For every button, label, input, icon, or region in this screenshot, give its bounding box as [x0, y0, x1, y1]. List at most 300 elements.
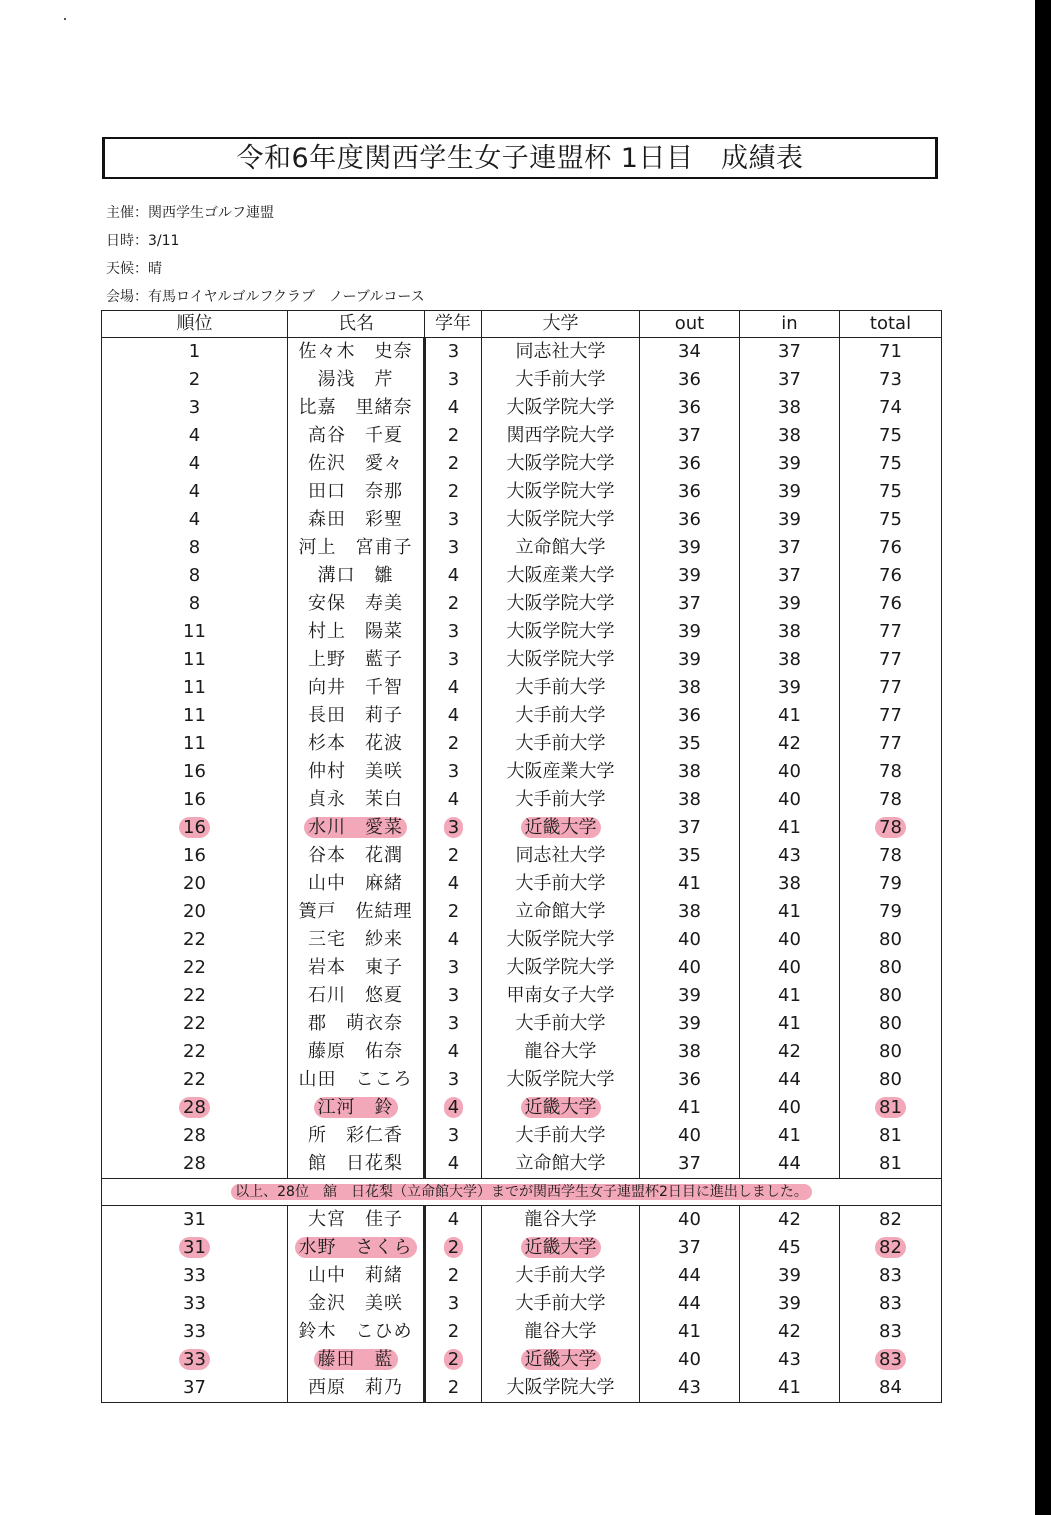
rank-cell	[102, 562, 288, 590]
header-out: out	[640, 311, 740, 338]
total-score-cell	[840, 534, 942, 562]
player-name-cell	[288, 758, 425, 786]
total-score-cell-text: 82	[879, 1209, 902, 1230]
grade-cell	[425, 1234, 482, 1262]
player-name-cell-text: 三宅 紗来	[308, 929, 403, 950]
total-score-cell-text: 80	[879, 957, 902, 978]
table-row	[102, 1290, 942, 1318]
header-university: 大学	[482, 311, 640, 338]
grade-cell-text: 3	[447, 621, 460, 642]
rank-cell-text: 8	[188, 537, 201, 558]
total-score-cell-text: 73	[879, 369, 902, 390]
player-name-cell	[288, 786, 425, 814]
in-score-cell	[740, 450, 840, 478]
table-row	[102, 1234, 942, 1262]
out-score-cell-text: 35	[678, 733, 701, 754]
rank-cell-text: 4	[188, 481, 201, 502]
grade-cell-text: 3	[447, 537, 460, 558]
in-score-cell	[740, 758, 840, 786]
total-score-cell-text: 80	[879, 929, 902, 950]
total-score-cell-text: 79	[879, 873, 902, 894]
table-row	[102, 478, 942, 506]
in-score-cell-text: 41	[778, 901, 801, 922]
rank-cell	[102, 506, 288, 534]
total-score-cell-text: 80	[879, 985, 902, 1006]
table-row	[102, 1066, 942, 1094]
rank-cell	[102, 618, 288, 646]
university-cell	[482, 534, 640, 562]
table-row	[102, 1094, 942, 1122]
rank-cell	[102, 1346, 288, 1374]
total-score-cell-text: 82	[875, 1237, 906, 1258]
university-cell-text: 大阪産業大学	[506, 761, 615, 782]
total-score-cell-text: 77	[879, 733, 902, 754]
table-row	[102, 702, 942, 730]
out-score-cell-text: 37	[678, 1237, 701, 1258]
rank-cell-text: 8	[188, 565, 201, 586]
university-cell	[482, 814, 640, 842]
grade-cell-text: 4	[447, 873, 460, 894]
table-row	[102, 646, 942, 674]
total-score-cell-text: 77	[879, 677, 902, 698]
university-cell	[482, 926, 640, 954]
total-score-cell	[840, 1066, 942, 1094]
university-cell	[482, 1066, 640, 1094]
in-score-cell-text: 41	[778, 1125, 801, 1146]
in-score-cell-text: 41	[778, 817, 801, 838]
grade-cell-text: 4	[444, 1097, 463, 1118]
in-score-cell	[740, 870, 840, 898]
qualification-note-row	[102, 1179, 942, 1206]
out-score-cell-text: 39	[678, 621, 701, 642]
rank-cell-text: 16	[183, 845, 206, 866]
player-name-cell	[288, 1122, 425, 1150]
in-score-cell-text: 43	[778, 845, 801, 866]
rank-cell-text: 22	[183, 985, 206, 1006]
university-cell	[482, 394, 640, 422]
grade-cell-text: 3	[447, 985, 460, 1006]
grade-cell-text: 4	[447, 1153, 460, 1174]
total-score-cell	[840, 1122, 942, 1150]
in-score-cell-text: 43	[778, 1349, 801, 1370]
in-score-cell	[740, 982, 840, 1010]
table-row	[102, 366, 942, 394]
rank-cell-text: 1	[188, 341, 201, 362]
qualification-note: 以上、28位 舘 日花梨（立命館大学）までが関西学生女子連盟杯2日目に進出しました。	[231, 1184, 812, 1200]
table-row	[102, 926, 942, 954]
grade-cell-text: 3	[447, 1013, 460, 1034]
in-score-cell	[740, 422, 840, 450]
player-name-cell-text: 簀戸 佐結理	[298, 901, 413, 922]
university-cell-text: 大手前大学	[515, 369, 606, 390]
table-row	[102, 1206, 942, 1235]
player-name-cell	[288, 1150, 425, 1179]
header-in: in	[740, 311, 840, 338]
table-row	[102, 870, 942, 898]
out-score-cell-text: 38	[678, 1041, 701, 1062]
out-score-cell-text: 41	[678, 873, 701, 894]
grade-cell	[425, 786, 482, 814]
in-score-cell	[740, 898, 840, 926]
player-name-cell	[288, 1262, 425, 1290]
total-score-cell	[840, 702, 942, 730]
total-score-cell-text: 83	[879, 1265, 902, 1286]
in-score-cell-text: 42	[778, 1041, 801, 1062]
rank-cell-text: 33	[179, 1349, 210, 1370]
university-cell-text: 大阪学院大学	[506, 481, 615, 502]
player-name-cell-text: 館 日花梨	[308, 1153, 403, 1174]
out-score-cell-text: 37	[678, 593, 701, 614]
total-score-cell	[840, 394, 942, 422]
in-score-cell-text: 44	[778, 1069, 801, 1090]
player-name-cell	[288, 646, 425, 674]
player-name-cell	[288, 618, 425, 646]
player-name-cell-text: 田口 奈那	[308, 481, 403, 502]
player-name-cell-text: 村上 陽菜	[308, 621, 403, 642]
in-score-cell	[740, 1038, 840, 1066]
in-score-cell-text: 39	[778, 593, 801, 614]
header-total: total	[840, 311, 942, 338]
university-cell-text: 大手前大学	[515, 677, 606, 698]
in-score-cell	[740, 1374, 840, 1403]
rank-cell-text: 16	[179, 817, 210, 838]
total-score-cell	[840, 982, 942, 1010]
out-score-cell	[640, 646, 740, 674]
in-score-cell	[740, 590, 840, 618]
university-cell	[482, 618, 640, 646]
grade-cell	[425, 506, 482, 534]
document-title: 令和6年度関西学生女子連盟杯 1日目 成績表	[102, 137, 938, 179]
rank-cell	[102, 590, 288, 618]
in-score-cell	[740, 814, 840, 842]
in-score-cell	[740, 730, 840, 758]
player-name-cell	[288, 954, 425, 982]
university-cell	[482, 1374, 640, 1403]
out-score-cell	[640, 422, 740, 450]
in-score-cell	[740, 1346, 840, 1374]
university-cell-text: 近畿大学	[521, 1237, 601, 1258]
player-name-cell	[288, 814, 425, 842]
grade-cell-text: 2	[447, 1265, 460, 1286]
out-score-cell-text: 40	[678, 929, 701, 950]
out-score-cell	[640, 1318, 740, 1346]
in-score-cell-text: 40	[778, 789, 801, 810]
out-score-cell	[640, 394, 740, 422]
player-name-cell-text: 湯浅 芹	[317, 369, 394, 390]
out-score-cell	[640, 1038, 740, 1066]
total-score-cell	[840, 842, 942, 870]
grade-cell-text: 3	[447, 341, 460, 362]
player-name-cell	[288, 1010, 425, 1038]
out-score-cell-text: 35	[678, 845, 701, 866]
rank-cell-text: 37	[183, 1377, 206, 1398]
total-score-cell-text: 81	[879, 1125, 902, 1146]
player-name-cell-text: 山中 莉緒	[308, 1265, 403, 1286]
university-cell-text: 大阪学院大学	[506, 1069, 615, 1090]
player-name-cell-text: 杉本 花波	[308, 733, 403, 754]
rank-cell	[102, 926, 288, 954]
out-score-cell-text: 38	[678, 761, 701, 782]
in-score-cell	[740, 1290, 840, 1318]
total-score-cell-text: 80	[879, 1041, 902, 1062]
university-cell	[482, 562, 640, 590]
total-score-cell-text: 76	[879, 565, 902, 586]
rank-cell-text: 22	[183, 929, 206, 950]
rank-cell-text: 22	[183, 1069, 206, 1090]
in-score-cell-text: 41	[778, 985, 801, 1006]
grade-cell	[425, 926, 482, 954]
university-cell-text: 大手前大学	[515, 733, 606, 754]
table-row	[102, 422, 942, 450]
table-row	[102, 1122, 942, 1150]
total-score-cell	[840, 506, 942, 534]
university-cell	[482, 674, 640, 702]
total-score-cell-text: 80	[879, 1069, 902, 1090]
player-name-cell	[288, 926, 425, 954]
rank-cell-text: 33	[183, 1293, 206, 1314]
university-cell	[482, 702, 640, 730]
in-score-cell	[740, 1066, 840, 1094]
rank-cell	[102, 450, 288, 478]
grade-cell-text: 4	[447, 789, 460, 810]
university-cell-text: 大阪学院大学	[506, 621, 615, 642]
total-score-cell	[840, 814, 942, 842]
out-score-cell-text: 38	[678, 677, 701, 698]
rank-cell-text: 3	[188, 397, 201, 418]
university-cell-text: 大阪学院大学	[506, 453, 615, 474]
player-name-cell	[288, 422, 425, 450]
grade-cell-text: 3	[447, 761, 460, 782]
player-name-cell-text: 谷本 花潤	[308, 845, 403, 866]
out-score-cell-text: 39	[678, 537, 701, 558]
rank-cell	[102, 1122, 288, 1150]
out-score-cell-text: 36	[678, 509, 701, 530]
out-score-cell-text: 36	[678, 397, 701, 418]
header-grade: 学年	[425, 311, 482, 338]
total-score-cell-text: 76	[879, 537, 902, 558]
out-score-cell-text: 44	[678, 1265, 701, 1286]
player-name-cell	[288, 842, 425, 870]
rank-cell-text: 4	[188, 425, 201, 446]
grade-cell	[425, 730, 482, 758]
out-score-cell-text: 34	[678, 341, 701, 362]
total-score-cell	[840, 618, 942, 646]
table-row	[102, 534, 942, 562]
player-name-cell	[288, 1066, 425, 1094]
university-cell	[482, 758, 640, 786]
rank-cell	[102, 842, 288, 870]
total-score-cell-text: 81	[879, 1153, 902, 1174]
table-row	[102, 1010, 942, 1038]
out-score-cell	[640, 758, 740, 786]
out-score-cell-text: 36	[678, 1069, 701, 1090]
table-row	[102, 982, 942, 1010]
rank-cell	[102, 1094, 288, 1122]
in-score-cell-text: 39	[778, 1293, 801, 1314]
total-score-cell-text: 83	[879, 1293, 902, 1314]
rank-cell-text: 20	[183, 873, 206, 894]
total-score-cell	[840, 1262, 942, 1290]
out-score-cell	[640, 1094, 740, 1122]
university-cell	[482, 338, 640, 367]
rank-cell-text: 11	[183, 733, 206, 754]
table-row	[102, 1150, 942, 1179]
out-score-cell	[640, 366, 740, 394]
out-score-cell	[640, 982, 740, 1010]
grade-cell-text: 4	[447, 1041, 460, 1062]
grade-cell-text: 4	[447, 1209, 460, 1230]
grade-cell	[425, 366, 482, 394]
total-score-cell	[840, 1206, 942, 1235]
in-score-cell-text: 39	[778, 453, 801, 474]
table-row	[102, 1262, 942, 1290]
player-name-cell	[288, 394, 425, 422]
in-score-cell-text: 37	[778, 341, 801, 362]
total-score-cell	[840, 954, 942, 982]
rank-cell-text: 31	[179, 1237, 210, 1258]
player-name-cell	[288, 590, 425, 618]
header-name: 氏名	[288, 311, 425, 338]
in-score-cell	[740, 1234, 840, 1262]
in-score-cell-text: 38	[778, 397, 801, 418]
total-score-cell	[840, 730, 942, 758]
university-cell	[482, 422, 640, 450]
total-score-cell	[840, 1150, 942, 1179]
player-name-cell-text: 石川 悠夏	[308, 985, 403, 1006]
total-score-cell	[840, 1374, 942, 1403]
grade-cell	[425, 758, 482, 786]
out-score-cell-text: 41	[678, 1097, 701, 1118]
in-score-cell-text: 40	[778, 957, 801, 978]
university-cell	[482, 982, 640, 1010]
qualification-note-cell	[102, 1179, 942, 1206]
grade-cell-text: 2	[447, 1377, 460, 1398]
table-row	[102, 618, 942, 646]
university-cell-text: 大阪学院大学	[506, 649, 615, 670]
in-score-cell-text: 38	[778, 621, 801, 642]
total-score-cell-text: 80	[879, 1013, 902, 1034]
total-score-cell-text: 78	[879, 845, 902, 866]
player-name-cell-text: 所 彩仁香	[308, 1125, 403, 1146]
total-score-cell	[840, 422, 942, 450]
player-name-cell	[288, 1346, 425, 1374]
total-score-cell	[840, 870, 942, 898]
in-score-cell	[740, 1150, 840, 1179]
grade-cell-text: 2	[447, 593, 460, 614]
university-cell-text: 大阪学院大学	[506, 1377, 615, 1398]
rank-cell-text: 28	[183, 1125, 206, 1146]
rank-cell-text: 2	[188, 369, 201, 390]
grade-cell-text: 4	[447, 397, 460, 418]
in-score-cell	[740, 506, 840, 534]
total-score-cell	[840, 898, 942, 926]
player-name-cell	[288, 1038, 425, 1066]
player-name-cell-text: 安保 寿美	[308, 593, 403, 614]
player-name-cell	[288, 1318, 425, 1346]
university-cell-text: 大阪学院大学	[506, 929, 615, 950]
in-score-cell	[740, 646, 840, 674]
university-cell	[482, 1150, 640, 1179]
grade-cell	[425, 478, 482, 506]
total-score-cell-text: 71	[879, 341, 902, 362]
out-score-cell-text: 40	[678, 957, 701, 978]
in-score-cell	[740, 786, 840, 814]
grade-cell	[425, 702, 482, 730]
rank-cell-text: 11	[183, 677, 206, 698]
out-score-cell	[640, 590, 740, 618]
university-cell-text: 関西学院大学	[506, 425, 615, 446]
out-score-cell	[640, 1234, 740, 1262]
out-score-cell	[640, 1150, 740, 1179]
out-score-cell-text: 36	[678, 369, 701, 390]
out-score-cell	[640, 1206, 740, 1235]
in-score-cell	[740, 1206, 840, 1235]
total-score-cell-text: 83	[875, 1349, 906, 1370]
in-score-cell-text: 37	[778, 369, 801, 390]
in-score-cell	[740, 618, 840, 646]
player-name-cell-text: 河上 宮甫子	[298, 537, 413, 558]
player-name-cell-text: 比嘉 里緒奈	[298, 397, 413, 418]
player-name-cell-text: 大宮 佳子	[308, 1209, 403, 1230]
out-score-cell-text: 37	[678, 817, 701, 838]
grade-cell-text: 4	[447, 565, 460, 586]
total-score-cell	[840, 786, 942, 814]
grade-cell	[425, 534, 482, 562]
rank-cell-text: 11	[183, 705, 206, 726]
grade-cell-text: 3	[447, 957, 460, 978]
player-name-cell	[288, 534, 425, 562]
university-cell	[482, 646, 640, 674]
table-row	[102, 730, 942, 758]
out-score-cell	[640, 702, 740, 730]
venue-line: 会場：有馬ロイヤルゴルフクラブ ノーブルコース	[106, 289, 425, 305]
player-name-cell	[288, 898, 425, 926]
in-score-cell	[740, 338, 840, 367]
table-row	[102, 506, 942, 534]
player-name-cell-text: 上野 藍子	[308, 649, 403, 670]
university-cell-text: 立命館大学	[515, 1153, 606, 1174]
rank-cell-text: 28	[183, 1153, 206, 1174]
rank-cell	[102, 1318, 288, 1346]
university-cell	[482, 1094, 640, 1122]
total-score-cell	[840, 1010, 942, 1038]
player-name-cell	[288, 1206, 425, 1235]
total-score-cell-text: 75	[879, 425, 902, 446]
university-cell	[482, 1122, 640, 1150]
university-cell-text: 大手前大学	[515, 705, 606, 726]
player-name-cell-text: 仲村 美咲	[308, 761, 403, 782]
rank-cell-text: 33	[183, 1321, 206, 1342]
rank-cell	[102, 898, 288, 926]
in-score-cell	[740, 702, 840, 730]
rank-cell	[102, 1010, 288, 1038]
university-cell	[482, 1010, 640, 1038]
grade-cell-text: 2	[444, 1349, 463, 1370]
out-score-cell-text: 39	[678, 649, 701, 670]
player-name-cell-text: 水野 さくら	[295, 1237, 417, 1258]
out-score-cell-text: 37	[678, 425, 701, 446]
rank-cell-text: 22	[183, 1041, 206, 1062]
out-score-cell-text: 36	[678, 453, 701, 474]
table-row	[102, 758, 942, 786]
table-row	[102, 954, 942, 982]
university-cell	[482, 506, 640, 534]
in-score-cell	[740, 1262, 840, 1290]
rank-cell	[102, 954, 288, 982]
university-cell	[482, 590, 640, 618]
player-name-cell	[288, 730, 425, 758]
player-name-cell-text: 鈴木 こひめ	[298, 1321, 413, 1342]
